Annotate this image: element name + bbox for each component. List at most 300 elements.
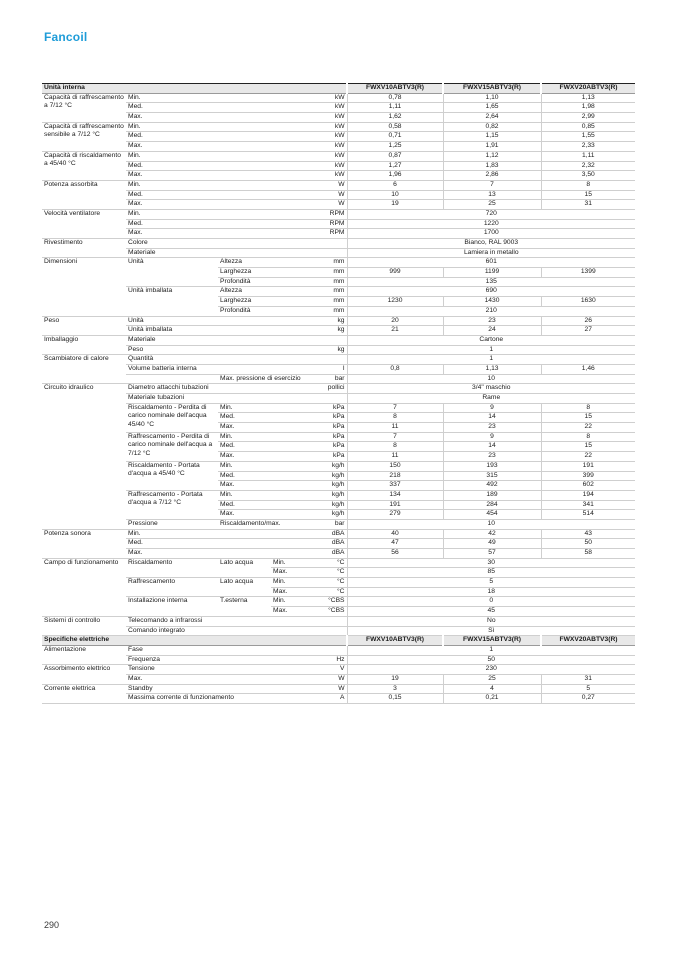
spec-value-cell: Cartone	[347, 335, 635, 345]
spec-label-cell: Min.	[126, 529, 307, 539]
spec-value-cell: 0,27	[541, 694, 635, 704]
table-row	[42, 122, 635, 132]
spec-unit-cell: mm	[307, 306, 347, 316]
spec-value-cell: 720	[347, 209, 635, 219]
spec-value-cell: 11	[347, 423, 443, 433]
spec-table-container	[42, 83, 635, 704]
spec-value-cell: 10	[347, 519, 635, 529]
spec-value-cell: 8	[347, 413, 443, 423]
spec-value-cell: Rame	[347, 394, 635, 404]
spec-value-cell: 279	[347, 510, 443, 520]
page-number: 290	[44, 920, 60, 930]
spec-label-cell: Max.	[271, 607, 307, 617]
table-row	[42, 287, 635, 297]
spec-value-cell: 218	[347, 471, 443, 481]
spec-value-cell: 2,64	[443, 113, 541, 123]
spec-label-cell: Massima corrente di funzionamento	[126, 694, 307, 704]
spec-label-cell: Min.	[126, 151, 307, 161]
spec-value-cell: 0	[347, 597, 635, 607]
section-header-row	[42, 636, 635, 646]
table-row	[42, 326, 635, 336]
spec-unit-cell: kW	[307, 132, 347, 142]
table-row	[42, 684, 635, 694]
spec-value-cell: 1	[347, 645, 635, 655]
spec-value-cell: 56	[347, 549, 443, 559]
spec-value-cell: 284	[443, 500, 541, 510]
spec-label-cell: Max.	[126, 549, 307, 559]
table-row	[42, 151, 635, 161]
spec-value-cell: 492	[443, 481, 541, 491]
spec-value-cell: 7	[443, 180, 541, 190]
spec-label-cell: Max.	[126, 200, 307, 210]
spec-label-cell: Riscaldamento	[126, 558, 218, 577]
spec-label-cell: Alimentazione	[42, 645, 126, 664]
spec-unit-cell: kg/h	[307, 481, 347, 491]
spec-label-cell: Max.	[126, 229, 307, 239]
spec-label-cell: Unità	[126, 316, 307, 326]
spec-value-cell: 514	[541, 510, 635, 520]
spec-value-cell: 50	[347, 655, 635, 665]
spec-value-cell: 8	[541, 403, 635, 413]
spec-label-cell: Min.	[218, 461, 307, 471]
table-row	[42, 180, 635, 190]
spec-label-cell: Med.	[218, 500, 307, 510]
spec-unit-cell: kW	[307, 113, 347, 123]
spec-value-cell: 0,21	[443, 694, 541, 704]
spec-label-cell: Raffrescamento - Perdita di carico nominale dell'acqua a 7/12 °C	[126, 432, 218, 461]
spec-value-cell: 0,85	[541, 122, 635, 132]
model-header-cell: FWXV10ABTV3(R)	[347, 636, 443, 646]
table-row	[42, 239, 635, 249]
table-row	[42, 694, 635, 704]
spec-value-cell: 134	[347, 490, 443, 500]
table-row	[42, 171, 635, 181]
table-row	[42, 374, 635, 384]
spec-label-cell: Riscaldamento/max.	[218, 519, 307, 529]
spec-value-cell: 22	[541, 423, 635, 433]
spec-value-cell: 21	[347, 326, 443, 336]
spec-value-cell: 1,27	[347, 161, 443, 171]
spec-value-cell: 3,50	[541, 171, 635, 181]
table-row	[42, 209, 635, 219]
spec-unit-cell: °CBS	[307, 607, 347, 617]
table-row	[42, 316, 635, 326]
spec-label-cell: Pressione	[126, 519, 218, 529]
spec-value-cell: Bianco, RAL 9003	[347, 239, 635, 249]
spec-label-cell: Raffrescamento	[126, 578, 218, 597]
spec-unit-cell: kPa	[307, 413, 347, 423]
spec-label-cell: Min.	[126, 122, 307, 132]
spec-label-cell: Sistemi di controllo	[42, 616, 126, 635]
spec-unit-cell: °C	[307, 568, 347, 578]
spec-label-cell: Min.	[126, 209, 307, 219]
spec-label-cell: Riscaldamento - Portata d'acqua a 45/40 °C	[126, 461, 218, 490]
table-row	[42, 490, 635, 500]
spec-label-cell	[126, 374, 218, 384]
spec-label-cell: Capacità di raffrescamento sensibile a 7/12 °C	[42, 122, 126, 151]
spec-label-cell: Med.	[126, 190, 307, 200]
spec-value-cell: 9	[443, 432, 541, 442]
spec-unit-cell: kW	[307, 122, 347, 132]
spec-unit-cell: dBA	[307, 549, 347, 559]
spec-unit-cell: bar	[307, 519, 347, 529]
spec-unit-cell: kW	[307, 171, 347, 181]
spec-label-cell: Materiale tubazioni	[126, 394, 347, 404]
spec-label-cell: Potenza sonora	[42, 529, 126, 558]
spec-value-cell: 31	[541, 200, 635, 210]
spec-label-cell: Med.	[126, 132, 307, 142]
spec-label-cell: Max.	[271, 568, 307, 578]
spec-value-cell: 601	[347, 258, 635, 268]
table-row	[42, 655, 635, 665]
spec-value-cell: 1,55	[541, 132, 635, 142]
spec-unit-cell: W	[307, 674, 347, 684]
spec-value-cell: 1,91	[443, 142, 541, 152]
spec-value-cell: 2,32	[541, 161, 635, 171]
spec-value-cell: 1,10	[443, 93, 541, 103]
table-row	[42, 219, 635, 229]
spec-value-cell: 5	[541, 684, 635, 694]
table-row	[42, 229, 635, 239]
spec-label-cell: Larghezza	[218, 268, 307, 278]
spec-value-cell: 230	[347, 665, 635, 675]
spec-label-cell: Min.	[271, 578, 307, 588]
spec-label-cell: Max.	[218, 510, 307, 520]
table-row	[42, 674, 635, 684]
spec-label-cell: Min.	[126, 180, 307, 190]
table-row	[42, 335, 635, 345]
spec-unit-cell: kPa	[307, 442, 347, 452]
spec-value-cell: 2,99	[541, 113, 635, 123]
spec-label-cell: Corrente elettrica	[42, 684, 126, 703]
spec-label-cell: Materiale	[126, 335, 347, 345]
spec-unit-cell: V	[307, 665, 347, 675]
spec-value-cell: 4	[443, 684, 541, 694]
spec-value-cell: 45	[347, 607, 635, 617]
spec-label-cell: Circuito idraulico	[42, 384, 126, 529]
table-row	[42, 539, 635, 549]
spec-unit-cell: W	[307, 200, 347, 210]
spec-label-cell: Min.	[126, 93, 307, 103]
table-row	[42, 345, 635, 355]
spec-label-cell: Raffrescamento - Portata d'acqua a 7/12 °C	[126, 490, 218, 519]
spec-label-cell: Unità	[126, 258, 218, 287]
table-row	[42, 103, 635, 113]
spec-label-cell: Rivestimento	[42, 239, 126, 258]
spec-unit-cell: A	[307, 694, 347, 704]
spec-label-cell: Tensione	[126, 665, 307, 675]
spec-label-cell: Diametro attacchi tubazioni	[126, 384, 307, 394]
spec-value-cell: 1,83	[443, 161, 541, 171]
spec-unit-cell: kW	[307, 142, 347, 152]
spec-value-cell: 193	[443, 461, 541, 471]
model-header-cell: FWXV15ABTV3(R)	[443, 636, 541, 646]
section-header-row	[42, 84, 635, 94]
spec-value-cell: 11	[347, 452, 443, 462]
spec-label-cell: Max. pressione di esercizio	[218, 374, 307, 384]
spec-label-cell: Max.	[126, 171, 307, 181]
spec-label-cell: Profondità	[218, 306, 307, 316]
spec-unit-cell: kg/h	[307, 490, 347, 500]
spec-value-cell: 0,71	[347, 132, 443, 142]
spec-label-cell: Scambiatore di calore	[42, 355, 126, 384]
spec-value-cell: 1199	[443, 268, 541, 278]
spec-value-cell: 1,62	[347, 113, 443, 123]
spec-value-cell: 40	[347, 529, 443, 539]
spec-value-cell: 0,58	[347, 122, 443, 132]
table-row	[42, 161, 635, 171]
spec-value-cell: 1,12	[443, 151, 541, 161]
spec-value-cell: 19	[347, 674, 443, 684]
spec-value-cell: 8	[347, 442, 443, 452]
spec-unit-cell: °C	[307, 587, 347, 597]
spec-value-cell: 1,96	[347, 171, 443, 181]
spec-label-cell: Min.	[218, 403, 307, 413]
spec-value-cell: 3/4" maschio	[347, 384, 635, 394]
spec-value-cell: 10	[347, 190, 443, 200]
spec-value-cell: 0,78	[347, 93, 443, 103]
spec-value-cell: 315	[443, 471, 541, 481]
spec-value-cell: 0,82	[443, 122, 541, 132]
spec-label-cell: Altezza	[218, 258, 307, 268]
spec-label-cell: Med.	[218, 413, 307, 423]
spec-value-cell: 10	[347, 374, 635, 384]
page-title: Fancoil	[44, 30, 88, 44]
table-row	[42, 549, 635, 559]
spec-unit-cell: kg/h	[307, 471, 347, 481]
spec-unit-cell: kPa	[307, 452, 347, 462]
spec-label-cell: Fase	[126, 645, 347, 655]
spec-value-cell: 7	[347, 403, 443, 413]
spec-value-cell: 690	[347, 287, 635, 297]
spec-unit-cell: RPM	[307, 229, 347, 239]
spec-value-cell: 22	[541, 452, 635, 462]
spec-label-cell: Max.	[126, 113, 307, 123]
spec-unit-cell: W	[307, 684, 347, 694]
spec-value-cell: 2,86	[443, 171, 541, 181]
spec-label-cell: Capacità di riscaldamento a 45/40 °C	[42, 151, 126, 180]
spec-label-cell: Frequenza	[126, 655, 307, 665]
spec-unit-cell: °C	[307, 558, 347, 568]
spec-value-cell: 15	[541, 190, 635, 200]
spec-label-cell: Peso	[126, 345, 307, 355]
spec-value-cell: 1220	[347, 219, 635, 229]
spec-value-cell: 14	[443, 442, 541, 452]
spec-value-cell: 27	[541, 326, 635, 336]
table-row	[42, 665, 635, 675]
spec-unit-cell: kg	[307, 326, 347, 336]
spec-unit-cell: dBA	[307, 529, 347, 539]
table-row	[42, 93, 635, 103]
spec-value-cell: 42	[443, 529, 541, 539]
spec-table	[42, 83, 635, 704]
spec-label-cell: Peso	[42, 316, 126, 335]
spec-value-cell: 1,11	[541, 151, 635, 161]
spec-value-cell: 1430	[443, 297, 541, 307]
spec-value-cell: 23	[443, 423, 541, 433]
model-header-cell: FWXV10ABTV3(R)	[347, 84, 443, 94]
spec-value-cell: 18	[347, 587, 635, 597]
spec-value-cell: 23	[443, 452, 541, 462]
spec-value-cell: 15	[541, 442, 635, 452]
spec-value-cell: 194	[541, 490, 635, 500]
spec-value-cell: 58	[541, 549, 635, 559]
spec-label-cell: T.esterna	[218, 597, 271, 616]
spec-unit-cell: Hz	[307, 655, 347, 665]
spec-value-cell: 399	[541, 471, 635, 481]
spec-value-cell: 1630	[541, 297, 635, 307]
spec-label-cell: Quantità	[126, 355, 347, 365]
spec-label-cell: Potenza assorbita	[42, 180, 126, 209]
spec-unit-cell: mm	[307, 287, 347, 297]
spec-unit-cell: kW	[307, 93, 347, 103]
spec-unit-cell: RPM	[307, 209, 347, 219]
table-row	[42, 578, 635, 588]
spec-value-cell: 1230	[347, 297, 443, 307]
table-row	[42, 258, 635, 268]
table-row	[42, 364, 635, 374]
spec-unit-cell: kPa	[307, 432, 347, 442]
table-row	[42, 597, 635, 607]
table-row	[42, 616, 635, 626]
spec-value-cell: 13	[443, 190, 541, 200]
spec-label-cell: Max.	[271, 587, 307, 597]
spec-value-cell: 50	[541, 539, 635, 549]
spec-unit-cell: kg/h	[307, 500, 347, 510]
spec-value-cell: 26	[541, 316, 635, 326]
spec-label-cell: Max.	[126, 142, 307, 152]
model-header-cell: FWXV20ABTV3(R)	[541, 636, 635, 646]
spec-unit-cell: mm	[307, 268, 347, 278]
spec-label-cell: Telecomando a infrarossi	[126, 616, 347, 626]
spec-value-cell: 1,46	[541, 364, 635, 374]
section-header-cell: Specifiche elettriche	[42, 636, 347, 646]
spec-label-cell: Riscaldamento - Perdita di carico nominale dell'acqua 45/40 °C	[126, 403, 218, 432]
spec-value-cell: 0,87	[347, 151, 443, 161]
spec-value-cell: 2,33	[541, 142, 635, 152]
table-row	[42, 645, 635, 655]
spec-label-cell: Lato acqua	[218, 578, 271, 597]
spec-label-cell: Min.	[271, 558, 307, 568]
spec-unit-cell: °CBS	[307, 597, 347, 607]
spec-label-cell: Capacità di raffrescamento a 7/12 °C	[42, 93, 126, 122]
spec-value-cell: 19	[347, 200, 443, 210]
spec-value-cell: 1,15	[443, 132, 541, 142]
spec-value-cell: 602	[541, 481, 635, 491]
spec-label-cell: Colore	[126, 239, 347, 249]
spec-value-cell: 1399	[541, 268, 635, 278]
spec-value-cell: Sì	[347, 626, 635, 636]
table-row	[42, 626, 635, 636]
spec-unit-cell: kPa	[307, 423, 347, 433]
spec-unit-cell: kg	[307, 345, 347, 355]
spec-unit-cell: pollici	[307, 384, 347, 394]
spec-unit-cell: kg	[307, 316, 347, 326]
spec-value-cell: No	[347, 616, 635, 626]
table-row	[42, 519, 635, 529]
spec-value-cell: 3	[347, 684, 443, 694]
spec-unit-cell: kPa	[307, 403, 347, 413]
table-row	[42, 384, 635, 394]
spec-unit-cell: bar	[307, 374, 347, 384]
spec-value-cell: 49	[443, 539, 541, 549]
spec-label-cell: Min.	[218, 432, 307, 442]
spec-label-cell: Med.	[218, 442, 307, 452]
spec-value-cell: 23	[443, 316, 541, 326]
spec-label-cell: Unità imballata	[126, 326, 307, 336]
spec-value-cell: 43	[541, 529, 635, 539]
spec-value-cell: 337	[347, 481, 443, 491]
spec-unit-cell: W	[307, 180, 347, 190]
spec-value-cell: 189	[443, 490, 541, 500]
spec-unit-cell: W	[307, 190, 347, 200]
spec-label-cell: Med.	[126, 539, 307, 549]
spec-unit-cell: kW	[307, 151, 347, 161]
spec-value-cell: 14	[443, 413, 541, 423]
spec-value-cell: 1,13	[541, 93, 635, 103]
spec-label-cell: Med.	[126, 219, 307, 229]
spec-value-cell: 25	[443, 674, 541, 684]
spec-label-cell: Comando integrato	[126, 626, 347, 636]
table-row	[42, 394, 635, 404]
spec-value-cell: 15	[541, 413, 635, 423]
spec-unit-cell: mm	[307, 277, 347, 287]
spec-unit-cell: mm	[307, 258, 347, 268]
table-row	[42, 142, 635, 152]
spec-label-cell: Max.	[126, 674, 307, 684]
spec-label-cell: Max.	[218, 423, 307, 433]
spec-unit-cell: kg/h	[307, 510, 347, 520]
spec-label-cell: Installazione interna	[126, 597, 218, 616]
spec-value-cell: 25	[443, 200, 541, 210]
spec-value-cell: 341	[541, 500, 635, 510]
table-row	[42, 558, 635, 568]
spec-value-cell: 31	[541, 674, 635, 684]
spec-value-cell: 8	[541, 432, 635, 442]
spec-label-cell: Campo di funzionamento	[42, 558, 126, 616]
spec-value-cell: 7	[347, 432, 443, 442]
spec-value-cell: 1,25	[347, 142, 443, 152]
spec-value-cell: 999	[347, 268, 443, 278]
spec-value-cell: 0,15	[347, 694, 443, 704]
spec-unit-cell: kW	[307, 161, 347, 171]
spec-label-cell: Dimensioni	[42, 258, 126, 316]
spec-label-cell: Lato acqua	[218, 558, 271, 577]
table-row	[42, 190, 635, 200]
spec-value-cell: 9	[443, 403, 541, 413]
spec-label-cell: Assorbimento elettrico	[42, 665, 126, 684]
spec-label-cell: Max.	[218, 452, 307, 462]
spec-value-cell: 57	[443, 549, 541, 559]
table-row	[42, 355, 635, 365]
spec-value-cell: 24	[443, 326, 541, 336]
spec-label-cell: Materiale	[126, 248, 347, 258]
spec-label-cell: Med.	[126, 103, 307, 113]
table-row	[42, 461, 635, 471]
spec-unit-cell: mm	[307, 297, 347, 307]
spec-unit-cell: dBA	[307, 539, 347, 549]
section-header-cell: Unità interna	[42, 84, 347, 94]
spec-unit-cell: l	[307, 364, 347, 374]
spec-unit-cell: kW	[307, 103, 347, 113]
spec-value-cell: 1,11	[347, 103, 443, 113]
spec-label-cell: Profondità	[218, 277, 307, 287]
spec-value-cell: 1700	[347, 229, 635, 239]
spec-label-cell: Min.	[271, 597, 307, 607]
table-row	[42, 529, 635, 539]
table-row	[42, 113, 635, 123]
spec-value-cell: 8	[541, 180, 635, 190]
